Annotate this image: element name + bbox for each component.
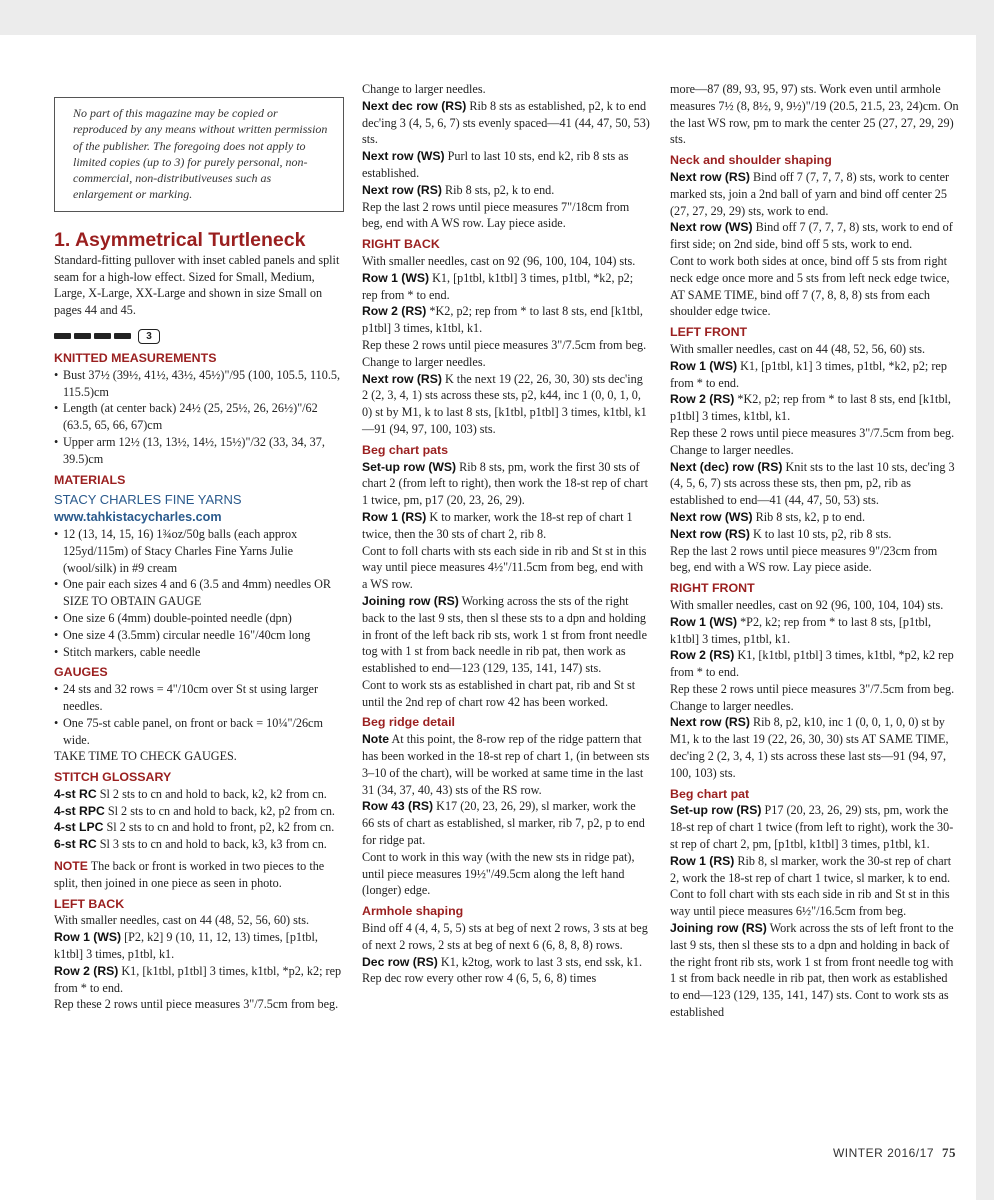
glossary-item: 4-st LPC Sl 2 sts to cn and hold to front, p2, k2 from cn. [54,820,335,835]
row-instruction: Row 2 (RS) *K2, p2; rep from * to last 8 sts, end [k1tbl, p1tbl] 3 times, k1tbl, k1. [670,392,951,424]
paragraph: Rep the last 2 rows until piece measures 9"/23cm from beg, end with a WS row. Lay piece aside. [670,543,938,575]
page-footer [806,1145,956,1161]
row-instruction: Row 2 (RS) K1, [k1tbl, p1tbl] 3 times, k1tbl, *p2, k2; rep from * to end. [54,963,342,995]
row-instruction: Next row (RS) Rib 8, p2, k10, inc 1 (0, 0, 1, 0, 0) st by M1, k to the last 19 (22, 26, 30, 30) sts AT SAME TIME, dec'ing 2 (2, 3, 4, 1) sts across these last sts—91 (94, 97, 100, 103) sts. [670,715,949,780]
materials-heading: MATERIALS [54,472,126,487]
row-instruction: Joining row (RS) Working across the sts of the right back to the last 9 sts, then sl these sts to a dpn and holding in front of the left back rib sts, work 1 st from front needle tog with 1 st from back needle in rib pat, then work as established to end—123 (129, 135, 141, 147) sts. [362,593,647,676]
glossary-item: 6-st RC Sl 3 sts to cn and hold to back, k3, k3 from cn. [54,837,327,852]
row-instruction: Row 2 (RS) K1, [k1tbl, p1tbl] 3 times, k1tbl, *p2, k2 rep from * to end. [670,648,954,680]
page-number: 75 [942,1145,956,1160]
copyright-notice: No part of this magazine may be copied or reproduced by any means without written permission of the publisher. The foregoing does not apply to limited copies (up to 3) for purely personal, non-commercial, non-distributiveuses such as enlargement or marking. [54,97,344,212]
list-item: • Upper arm 12½ (13, 13½, 14½, 15½)"/32 (33, 34, 37, 39.5)cm [54,434,344,468]
ridge-heading: Beg ridge detail [362,715,455,730]
list-item: • Stitch markers, cable needle [54,644,344,661]
skill-bar-icon [74,333,91,339]
list-item: • 12 (13, 14, 15, 16) 1¾oz/50g balls (each approx 125yd/115m) of Stacy Charles Fine Yarns Julie (wool/silk) in #9 cream [54,526,344,576]
row-instruction: Row 1 (WS) *P2, k2; rep from * to last 8 sts, [p1tbl, k1tbl] 3 times, p1tbl, k1. [670,614,932,646]
glossary-heading: STITCH GLOSSARY [54,770,172,785]
paragraph: more—87 (89, 93, 95, 97) sts. Work even until armhole measures 7½ (8, 8½, 9, 9½)"/19 (20.5, 21.5, 23, 24)cm. On the last WS row, pm to mark the center 25 (27, 27, 29, 29) sts. [670,82,959,147]
row-instruction: Next row (RS) Bind off 7 (7, 7, 7, 8) sts, work to center marked sts, join a 2nd ball of yarn and bind off center 25 (27, 27, 29, 29) sts, work to end. [670,169,950,218]
paragraph: Rep these 2 rows until piece measures 3"/7.5cm from beg. Change to larger needles. [670,681,955,713]
skill-bar-icon [114,333,131,339]
paragraph: Rep these 2 rows until piece measures 3"/7.5cm from beg. [362,337,647,352]
measurements-heading: KNITTED MEASUREMENTS [54,350,217,365]
row-instruction: Row 43 (RS) K17 (20, 23, 26, 29), sl marker, work the 66 sts of chart as established, sl marker, rib 7, p2, p to end for ridge pat. [362,799,645,848]
list-item: • One 75-st cable panel, on front or back = 10¼"/26cm wide. [54,715,344,749]
issue-label: WINTER 2016/17 [832,1146,934,1160]
row-instruction: Next row (WS) Rib 8 sts, k2, p to end. [670,509,866,524]
paragraph: Rep dec row every other row 4 (6, 5, 6, 8) times [362,971,597,986]
paragraph: With smaller needles, cast on 44 (48, 52, 56, 60) sts. [670,341,926,356]
row-instruction: Dec row (RS) K1, k2tog, work to last 3 sts, end ssk, k1. [362,954,642,969]
paragraph: Cont to foll chart with sts each side in rib and St st in this way until piece measures 6½"/16.5cm from beg. [670,887,950,919]
left-back-heading: LEFT BACK [54,896,125,911]
paragraph: Cont to work sts as established in chart pat, rib and St st until the 2nd rep of chart row 42 has been worked. [362,677,636,709]
skill-level-badge: 3 [138,329,160,344]
paragraph: Cont to foll charts with sts each side in rib and St st in this way until piece measures 4½"/11.5cm from beg, end with a WS row. [362,543,647,592]
row-instruction: Next row (WS) Purl to last 10 sts, end k2, rib 8 sts as established. [362,149,629,180]
right-front-heading: RIGHT FRONT [670,581,755,596]
paragraph: Change to larger needles. [362,82,486,96]
list-item: • One size 6 (4mm) double-pointed needle (dpn) [54,610,344,627]
row-instruction: Joining row (RS) Work across the sts of left front to the last 9 sts, then sl these sts to a dpn and holding in back of the right front rib sts, work 1 st from front needle tog with 1 st from back needle in rib pat, then work as established to end—123 (129, 135, 141, 147) sts. Cont to work sts as established [670,921,954,1020]
list-item: • Length (at center back) 24½ (25, 25½, 26, 26½)"/62 (63.5, 65, 66, 67)cm [54,400,344,434]
paragraph: Rep these 2 rows until piece measures 3"/7.5cm from beg. Change to larger needles. [670,425,955,457]
paragraph: Bind off 4 (4, 4, 5, 5) sts at beg of next 2 rows, 3 sts at beg of next 2 rows, 2 sts at beg of next 6 (6, 8, 8, 8) rows. [362,921,648,952]
column-1 [54,83,344,1013]
row-instruction: Set-up row (RS) P17 (20, 23, 26, 29) sts, pm, work the 18-st rep of chart 1 twice (from left to right), work the 30-st rep of chart 2, pm, [p1tbl, k1tbl] 3 times, p1tbl, k1. [670,803,954,852]
row-instruction: Next row (RS) Rib 8 sts, p2, k to end. [362,182,555,197]
paragraph: Rep these 2 rows until piece measures 3"/7.5cm from beg. [54,997,339,1012]
left-front-heading: LEFT FRONT [670,325,748,340]
gauges-heading: GAUGES [54,665,108,680]
glossary-item: 4-st RPC Sl 2 sts to cn and hold to back, k2, p2 from cn. [54,803,335,818]
glossary-item: 4-st RC Sl 2 sts to cn and hold to back, k2, k2 from cn. [54,786,327,801]
paragraph: Rep the last 2 rows until piece measures 7"/18cm from beg, end with A WS row. Lay piece aside. [362,199,630,231]
list-item: • One size 4 (3.5mm) circular needle 16"/40cm long [54,627,344,644]
row-instruction: Row 1 (WS) [P2, k2] 9 (10, 11, 12, 13) times, [p1tbl, k1tbl] 3 times, p1tbl, k1. [54,930,318,962]
paragraph: With smaller needles, cast on 92 (96, 100, 104, 104) sts. [670,597,944,612]
column-2 [362,81,650,987]
right-back-heading: RIGHT BACK [362,237,440,252]
row-instruction: Next row (RS) K the next 19 (22, 26, 30, 30) sts dec'ing 2 (2, 3, 4, 1) sts across these sts, p2, k44, inc 1 (0, 0, 1, 0, 0) st by M1, k to last 8 sts, [k1tbl, p1tbl] 3 times, k1tbl, k1—91 (94, 97, 100, 103) sts. [362,371,647,436]
gauges-list [54,681,344,748]
row-instruction: Note At this point, the 8-row rep of the ridge pattern that has been worked in the 18-st rep of chart 1, (in between sts 3–10 of the chart), will be worked at same time in the last 31 (34, 37, 40, 43) sts of the RS row. [362,732,650,797]
armhole-heading: Armhole shaping [362,904,464,919]
skill-bar-icon [54,333,71,339]
row-instruction: Row 1 (WS) K1, [p1tbl, k1] 3 times, p1tbl, *k2, p2; rep from * to end. [670,358,947,390]
list-item: • 24 sts and 32 rows = 4"/10cm over St st using larger needles. [54,681,344,715]
materials-list [54,526,344,660]
paragraph: Change to larger needles. [362,354,486,369]
yarn-brand: STACY CHARLES FINE YARNS [54,492,242,508]
pattern-intro: Standard-fitting pullover with inset cabled panels and split seam for a high-low effect. Sized for Small, Medium, Large, X-Large, XX-Large and shown in size Small on pages 44 and 45. [54,252,340,318]
row-instruction: Row 1 (WS) K1, [p1tbl, k1tbl] 3 times, p1tbl, *k2, p2; rep from * to end. [362,270,634,302]
row-instruction: Set-up row (WS) Rib 8 sts, pm, work the first 30 sts of chart 2 (from left to right), then work the 18-st rep of chart 1 twice, pm, p17 (20, 23, 26, 29). [362,459,648,508]
magazine-page [0,35,976,1200]
pattern-title: 1. Asymmetrical Turtleneck [54,228,306,251]
row-instruction: Row 1 (RS) Rib 8, sl marker, work the 30-st rep of chart 2, work the 18-st rep of chart 1 twice, sl marker, k to end. [670,853,952,885]
chart-pat-heading: Beg chart pat [670,786,750,801]
paragraph: Cont to work in this way (with the new sts in ridge pat), until piece measures 19½"/49.5cm along the left hand (longer) edge. [362,849,635,898]
row-instruction: Next row (WS) Bind off 7 (7, 7, 7, 8) sts, work to end of first side; on 2nd side, bind off 5 sts, work to end. [670,220,953,252]
paragraph: With smaller needles, cast on 92 (96, 100, 104, 104) sts. [362,253,636,268]
list-item: • One pair each sizes 4 and 6 (3.5 and 4mm) needles OR SIZE TO OBTAIN GAUGE [54,576,344,610]
chart-pats-heading: Beg chart pats [362,442,449,457]
measurements-list [54,367,344,468]
note-paragraph: NOTE The back or front is worked in two pieces to the split, then joined in one piece as seen in photo. [54,859,325,890]
column-3 [670,81,960,1021]
row-instruction: Row 2 (RS) *K2, p2; rep from * to last 8 sts, end [k1tbl, p1tbl] 3 times, k1tbl, k1. [362,304,643,336]
row-instruction: Row 1 (RS) K to marker, work the 18-st rep of chart 1 twice, then the 30 sts of chart 2, rib 8. [362,509,633,541]
row-instruction: Next dec row (RS) Rib 8 sts as established, p2, k to end dec'ing 3 (4, 5, 6, 7) sts evenly spaced—41 (44, 47, 50, 53) sts. [362,98,650,147]
list-item: • Bust 37½ (39½, 41½, 43½, 45½)"/95 (100, 105.5, 110.5, 115.5)cm [54,367,344,401]
skill-bar-icon [94,333,111,339]
row-instruction: Next row (RS) K to last 10 sts, p2, rib 8 sts. [670,526,892,541]
gauge-note: TAKE TIME TO CHECK GAUGES. [54,749,237,764]
yarn-url[interactable]: www.tahkistacycharles.com [54,510,222,525]
neck-shoulder-heading: Neck and shoulder shaping [670,153,832,168]
paragraph: Cont to work both sides at once, bind off 5 sts from right neck edge once more and 5 sts from left neck edge twice, AT SAME TIME, bind off 7 (7, 8, 8, 8) sts from each shoulder edge twice. [670,253,950,319]
skill-level [54,329,344,344]
paragraph: With smaller needles, cast on 44 (48, 52, 56, 60) sts. [54,913,310,928]
row-instruction: Next (dec) row (RS) Knit sts to the last 10 sts, dec'ing 3 (4, 5, 6, 7) sts across these sts, then pm, p2, rib as established to end—41 (44, 47, 50, 53) sts. [670,459,955,508]
